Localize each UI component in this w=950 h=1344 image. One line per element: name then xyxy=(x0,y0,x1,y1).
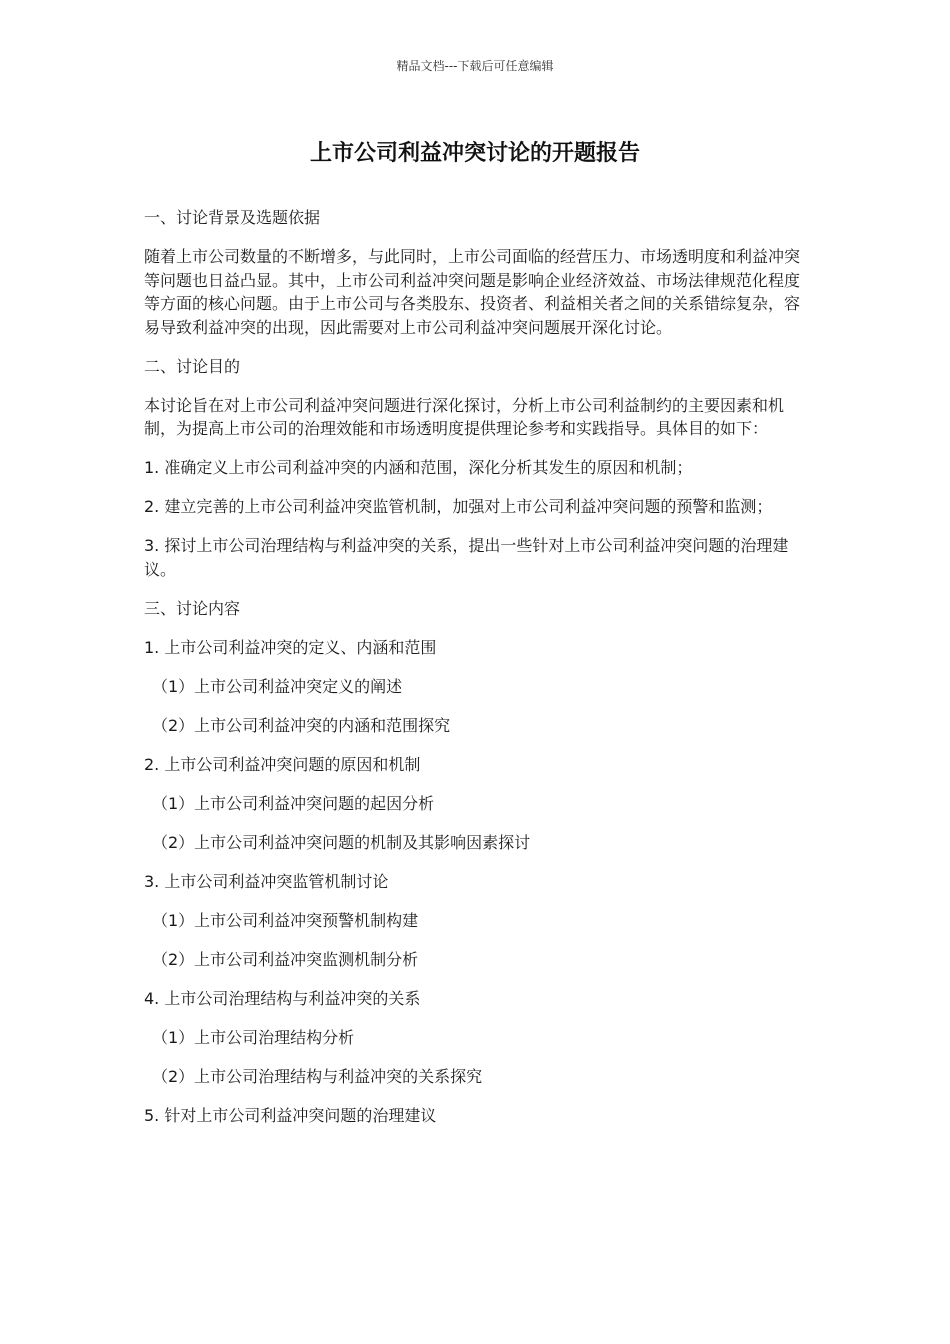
paragraph: 本讨论旨在对上市公司利益冲突问题进行深化探讨，分析上市公司利益制约的主要因素和机制，为提高上市公司的治理效能和市场透明度提供理论参考和实践指导。具体目的如下： xyxy=(144,395,785,438)
sub-list-item: （2）上市公司利益冲突监测机制分析 xyxy=(152,949,419,969)
header-note: 精品文档---下载后可任意编辑 xyxy=(396,59,554,73)
section-heading: 二、讨论目的 xyxy=(144,356,241,376)
list-item: 2. 建立完善的上市公司利益冲突监管机制，加强对上市公司利益冲突问题的预警和监测； xyxy=(144,497,773,516)
sub-list-item: （1）上市公司利益冲突问题的起因分析 xyxy=(152,793,435,813)
list-item: 3. 探讨上市公司治理结构与利益冲突的关系，提出一些针对上市公司利益冲突问题的治理建议。 xyxy=(144,536,789,579)
sub-list-item: （1）上市公司治理结构分析 xyxy=(152,1027,355,1047)
sub-list-item: （2）上市公司利益冲突的内涵和范围探究 xyxy=(152,715,451,735)
section-heading: 三、讨论内容 xyxy=(144,598,241,618)
list-item: 1. 上市公司利益冲突的定义、内涵和范围 xyxy=(144,637,437,657)
sub-list-item: （1）上市公司利益冲突预警机制构建 xyxy=(152,910,419,930)
list-item: 2. 上市公司利益冲突问题的原因和机制 xyxy=(144,754,421,774)
sub-list-item: （2）上市公司利益冲突问题的机制及其影响因素探讨 xyxy=(152,832,531,852)
document-title: 上市公司利益冲突讨论的开题报告 xyxy=(309,141,640,166)
list-item: 1. 准确定义上市公司利益冲突的内涵和范围，深化分析其发生的原因和机制； xyxy=(144,458,693,477)
sub-list-item: （1）上市公司利益冲突定义的阐述 xyxy=(152,676,403,696)
list-item: 4. 上市公司治理结构与利益冲突的关系 xyxy=(144,988,421,1008)
paragraph: 随着上市公司数量的不断增多，与此同时，上市公司面临的经营压力、市场透明度和利益冲突等问题也日益凸显。其中，上市公司利益冲突问题是影响企业经济效益、市场法律规范化程度等方面的核心问题。由于上市公司与各类股东、投资者、利益相关者之间的关系错综复杂，容易导致利益冲突的出现，因此需要对上市公司利益冲突问题展开深化讨论。 xyxy=(144,247,801,337)
section-heading: 一、讨论背景及选题依据 xyxy=(144,208,321,227)
sub-list-item: （2）上市公司治理结构与利益冲突的关系探究 xyxy=(152,1066,483,1086)
document-body xyxy=(144,206,806,1143)
list-item: 3. 上市公司利益冲突监管机制讨论 xyxy=(144,871,389,891)
list-item: 5. 针对上市公司利益冲突问题的治理建议 xyxy=(144,1105,437,1125)
